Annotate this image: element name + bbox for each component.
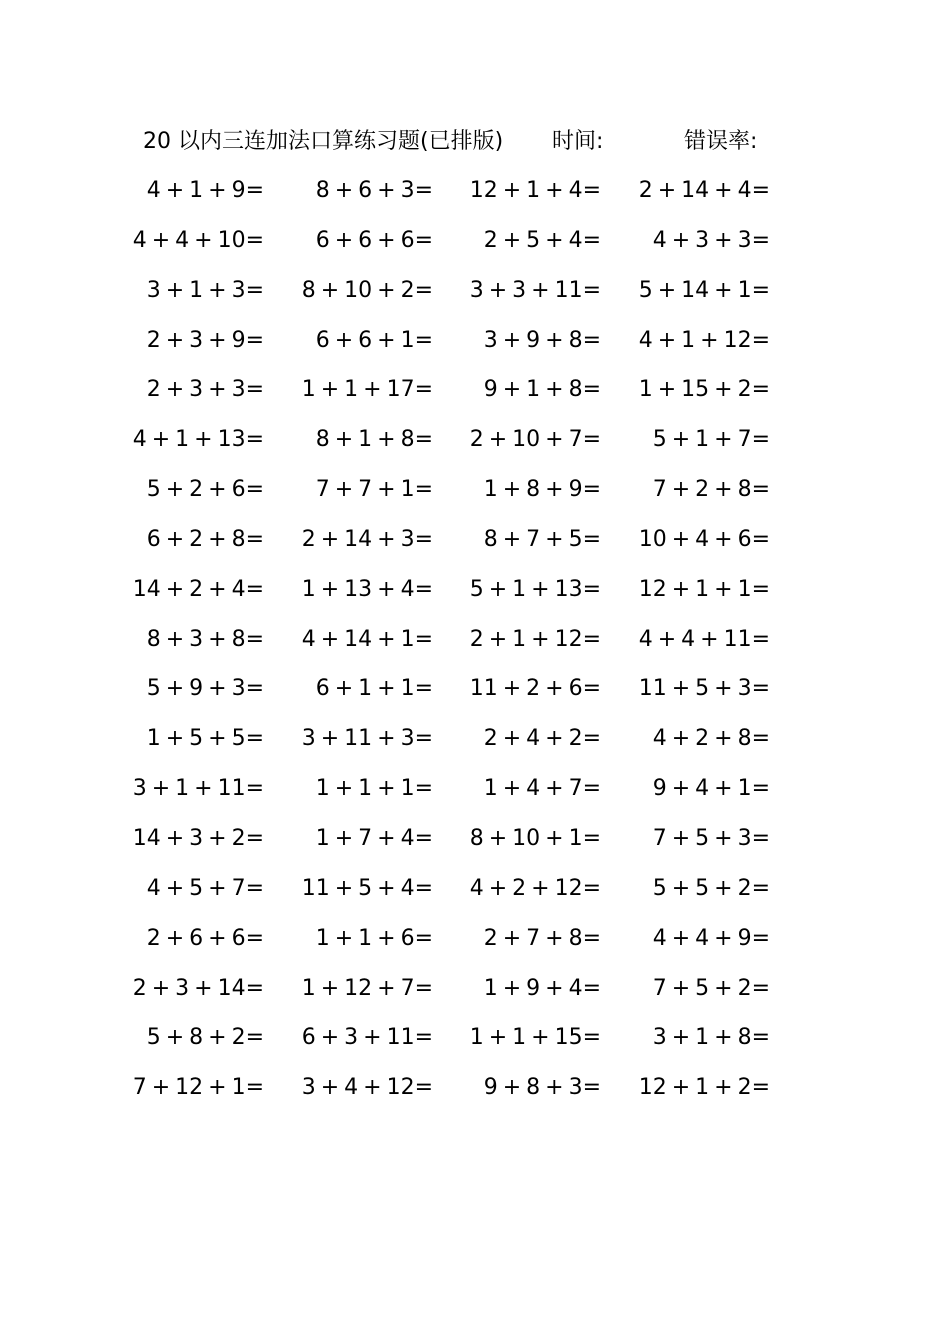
- problem-row: [0, 515, 950, 565]
- addition-problem: 6 + 6 + 1=: [315, 327, 433, 353]
- addition-problem: 1 + 8 + 9=: [483, 477, 601, 503]
- addition-problem: 8 + 10 + 2=: [301, 277, 433, 303]
- problem-row: [0, 415, 950, 465]
- problem-row: [0, 1013, 950, 1063]
- addition-problem: 7 + 7 + 1=: [315, 477, 433, 503]
- addition-problem: 2 + 5 + 4=: [483, 227, 601, 253]
- addition-problem: 8 + 7 + 5=: [483, 526, 601, 552]
- addition-problem: 8 + 6 + 3=: [315, 178, 433, 203]
- addition-problem: 2 + 14 + 3=: [301, 526, 433, 552]
- addition-problem: 8 + 10 + 1=: [469, 825, 601, 851]
- addition-problem: 4 + 2 + 8=: [652, 726, 770, 752]
- addition-problem: 12 + 1 + 4=: [469, 178, 601, 203]
- addition-problem: 9 + 4 + 1=: [652, 776, 770, 802]
- addition-problem: 1 + 5 + 5=: [146, 726, 264, 752]
- addition-problem: 3 + 4 + 12=: [301, 1075, 433, 1101]
- addition-problem: 1 + 4 + 7=: [483, 776, 601, 802]
- addition-problem: 4 + 1 + 13=: [132, 427, 264, 453]
- error-rate-label: 错误率:: [684, 129, 758, 154]
- worksheet-header: [0, 124, 950, 160]
- problem-row: [0, 914, 950, 964]
- addition-problem: 9 + 8 + 3=: [483, 1075, 601, 1101]
- addition-problem: 3 + 1 + 3=: [146, 277, 264, 303]
- addition-problem: 3 + 9 + 8=: [483, 327, 601, 353]
- addition-problem: 4 + 14 + 1=: [301, 626, 433, 652]
- problem-row: [0, 864, 950, 914]
- addition-problem: 3 + 3 + 11=: [469, 277, 601, 303]
- problem-row: [0, 1063, 950, 1113]
- addition-problem: 3 + 1 + 8=: [652, 1025, 770, 1051]
- addition-problem: 10 + 4 + 6=: [638, 526, 770, 552]
- addition-problem: 9 + 1 + 8=: [483, 377, 601, 403]
- addition-problem: 7 + 12 + 1=: [132, 1075, 264, 1101]
- addition-problem: 6 + 3 + 11=: [301, 1025, 433, 1051]
- addition-problem: 1 + 12 + 7=: [301, 975, 433, 1001]
- addition-problem: 2 + 3 + 3=: [146, 377, 264, 403]
- addition-problem: 2 + 14 + 4=: [638, 178, 770, 203]
- addition-problem: 12 + 1 + 1=: [638, 576, 770, 602]
- problem-row: [0, 964, 950, 1014]
- addition-problem: 5 + 1 + 13=: [469, 576, 601, 602]
- problem-row: [0, 664, 950, 714]
- addition-problem: 4 + 5 + 7=: [146, 875, 264, 901]
- addition-problem: 2 + 3 + 9=: [146, 327, 264, 353]
- addition-problem: 5 + 8 + 2=: [146, 1025, 264, 1051]
- addition-problem: 2 + 7 + 8=: [483, 925, 601, 951]
- addition-problem: 5 + 2 + 6=: [146, 477, 264, 503]
- addition-problem: 4 + 1 + 9=: [146, 178, 264, 203]
- problem-row: [0, 166, 950, 216]
- addition-problem: 8 + 3 + 8=: [146, 626, 264, 652]
- addition-problem: 2 + 3 + 14=: [132, 975, 264, 1001]
- addition-problem: 4 + 4 + 9=: [652, 925, 770, 951]
- addition-problem: 1 + 1 + 17=: [301, 377, 433, 403]
- addition-problem: 2 + 10 + 7=: [469, 427, 601, 453]
- problem-row: [0, 266, 950, 316]
- addition-problem: 7 + 5 + 3=: [652, 825, 770, 851]
- addition-problem: 11 + 2 + 6=: [469, 676, 601, 702]
- addition-problem: 2 + 1 + 12=: [469, 626, 601, 652]
- addition-problem: 8 + 1 + 8=: [315, 427, 433, 453]
- problem-row: [0, 764, 950, 814]
- addition-problem: 4 + 4 + 10=: [132, 227, 264, 253]
- addition-problem: 2 + 6 + 6=: [146, 925, 264, 951]
- addition-problem: 5 + 1 + 7=: [652, 427, 770, 453]
- addition-problem: 1 + 15 + 2=: [638, 377, 770, 403]
- problem-row: [0, 365, 950, 415]
- addition-problem: 11 + 5 + 4=: [301, 875, 433, 901]
- addition-problem: 1 + 1 + 1=: [315, 776, 433, 802]
- problem-row: [0, 814, 950, 864]
- problem-row: [0, 465, 950, 515]
- addition-problem: 5 + 5 + 2=: [652, 875, 770, 901]
- addition-problem: 7 + 5 + 2=: [652, 975, 770, 1001]
- problem-row: [0, 714, 950, 764]
- problem-row: [0, 216, 950, 266]
- addition-problem: 7 + 2 + 8=: [652, 477, 770, 503]
- addition-problem: 11 + 5 + 3=: [638, 676, 770, 702]
- addition-problem: 1 + 1 + 15=: [469, 1025, 601, 1051]
- problem-row: [0, 565, 950, 615]
- addition-problem: 6 + 2 + 8=: [146, 526, 264, 552]
- addition-problem: 1 + 13 + 4=: [301, 576, 433, 602]
- problem-grid: [0, 166, 950, 1113]
- addition-problem: 1 + 9 + 4=: [483, 975, 601, 1001]
- addition-problem: 6 + 6 + 6=: [315, 227, 433, 253]
- addition-problem: 3 + 11 + 3=: [301, 726, 433, 752]
- problem-row: [0, 615, 950, 665]
- addition-problem: 4 + 2 + 12=: [469, 875, 601, 901]
- addition-problem: 14 + 3 + 2=: [132, 825, 264, 851]
- addition-problem: 4 + 3 + 3=: [652, 227, 770, 253]
- addition-problem: 6 + 1 + 1=: [315, 676, 433, 702]
- addition-problem: 14 + 2 + 4=: [132, 576, 264, 602]
- addition-problem: 1 + 1 + 6=: [315, 925, 433, 951]
- addition-problem: 1 + 7 + 4=: [315, 825, 433, 851]
- addition-problem: 3 + 1 + 11=: [132, 776, 264, 802]
- addition-problem: 5 + 9 + 3=: [146, 676, 264, 702]
- problem-row: [0, 316, 950, 366]
- addition-problem: 4 + 1 + 12=: [638, 327, 770, 353]
- addition-problem: 2 + 4 + 2=: [483, 726, 601, 752]
- addition-problem: 5 + 14 + 1=: [638, 277, 770, 303]
- worksheet-title: 20 以内三连加法口算练习题(已排版): [143, 129, 504, 154]
- time-label: 时间:: [552, 129, 604, 154]
- addition-problem: 12 + 1 + 2=: [638, 1075, 770, 1101]
- addition-problem: 4 + 4 + 11=: [638, 626, 770, 652]
